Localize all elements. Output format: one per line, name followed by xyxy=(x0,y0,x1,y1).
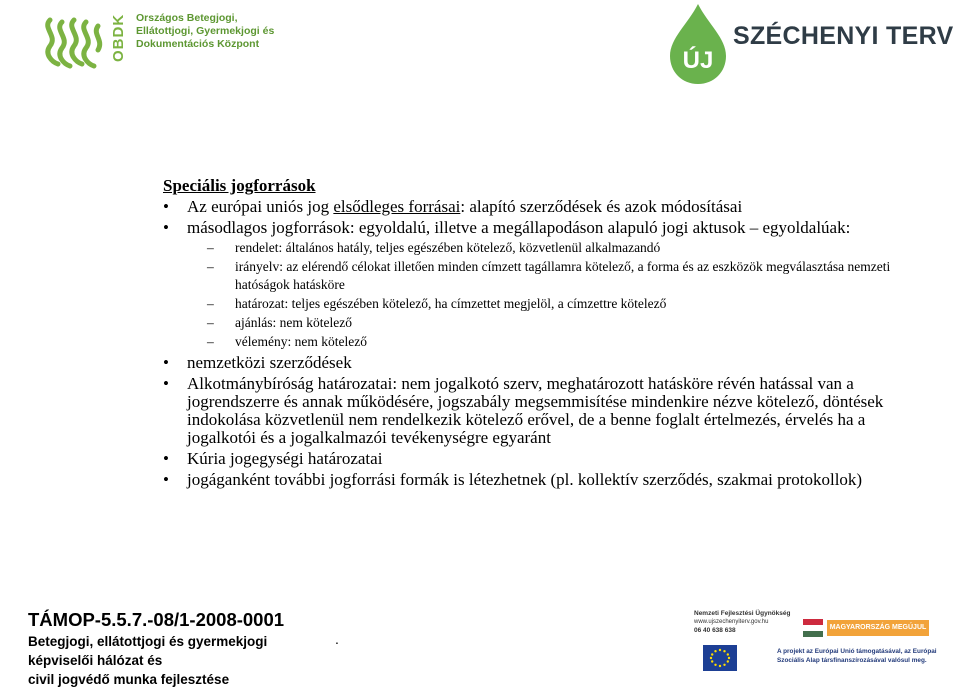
footer-project xyxy=(28,608,284,689)
list-item-secondary xyxy=(163,219,923,351)
footer-dot: . xyxy=(335,631,339,647)
eu-support-text xyxy=(777,647,937,665)
nfu-agency: Nemzeti Fejlesztési Ügynökség xyxy=(694,610,791,617)
obdk-line-2: Ellátottjogi, Gyermekjogi és xyxy=(136,25,275,37)
uj-drop-text: ÚJ xyxy=(682,47,714,74)
sub-item-ajanlas: – ajánlás: nem kötelező xyxy=(187,314,923,332)
list-item-international: • nemzetközi szerződések xyxy=(163,354,923,372)
sub-item-rendelet: – rendelet: általános hatály, teljes egészében kötelező, közvetlenül alkalmazandó xyxy=(187,239,923,257)
nfu-url: www.ujszechenyiterv.gov.hu xyxy=(694,619,769,625)
sub-item-hatarozat: – határozat: teljes egészében kötelező, ha címzettet megjelöl, a címzettre kötelező xyxy=(187,295,923,313)
uj-szechenyi-terv-logo xyxy=(666,2,956,88)
hungary-flag-icon xyxy=(803,619,823,637)
uj-logo-text: SZÉCHENYI TERV xyxy=(733,22,954,50)
obdk-logo xyxy=(40,6,275,70)
eu-prefix: Az európai uniós jog xyxy=(187,197,334,216)
project-line-2: képviselői hálózat és xyxy=(28,653,163,668)
list-item-constitutional-court: • Alkotmánybíróság határozatai: nem jogalkotó szerv, meghatározott hatásköre révén hatással van a jogrendszerre és annak működésére, jogszabály megsemmisítése mindenkire nézve kötelező, döntések indokolása közvetlenül nem rendelkezik kötelező erővel, de a benne foglalt értelmezés, érvelés ha a jogalkotói és a jogalkalmazói tevékenységre egyaránt xyxy=(163,375,923,447)
eu-support-line-1: A projekt az Európai Unió támogatásával, az Európai xyxy=(777,648,937,655)
obdk-letters: OBDK xyxy=(110,13,127,63)
eu-flag-icon xyxy=(703,645,737,671)
nfu-info xyxy=(694,609,814,635)
eu-primary-link: elsődleges forrásai xyxy=(333,197,461,216)
list-item-other: • jogáganként további jogforrási formák is létezhetnek (pl. kollektív szerződés, szakmai protokollok) xyxy=(163,471,923,489)
project-line-3: civil jogvédő munka fejlesztése xyxy=(28,672,230,687)
obdk-line-1: Országos Betegjogi, xyxy=(136,12,238,24)
eu-funding-banner xyxy=(683,605,937,689)
magyarorszag-megujul-banner: MAGYARORSZÁG MEGÚJUL xyxy=(827,620,929,636)
secondary-text: másodlagos jogforrások: egyoldalú, illetve a megállapodáson alapuló jogi aktusok – egyoldalúak: xyxy=(187,218,851,237)
nfu-phone: 06 40 638 638 xyxy=(694,627,736,634)
source-list xyxy=(163,198,923,489)
project-code: TÁMOP-5.5.7.-08/1-2008-0001 xyxy=(28,609,285,630)
obdk-line-3: Dokumentációs Központ xyxy=(136,38,260,50)
obdk-name xyxy=(136,12,296,51)
project-line-1: Betegjogi, ellátottjogi és gyermekjogi xyxy=(28,634,268,649)
list-item-eu-primary xyxy=(163,198,923,216)
sub-item-velemeny: – vélemény: nem kötelező xyxy=(187,333,923,351)
list-item-kuria: • Kúria jogegységi határozatai xyxy=(163,450,923,468)
eu-support-line-2: Szociális Alap társfinanszírozásával valósul meg. xyxy=(777,657,927,664)
sub-item-iranyelv: – irányelv: az elérendő célokat illetően minden címzett tagállamra kötelező, a forma és az eszközök megválasztása nemzeti hatóságok hatásköre xyxy=(187,258,923,294)
page-title: Speciális jogforrások xyxy=(163,176,316,195)
secondary-sublist xyxy=(187,239,923,351)
obdk-swirl-icon xyxy=(40,10,108,70)
eu-suffix: : alapító szerződések és azok módosításai xyxy=(460,197,743,216)
main-content xyxy=(163,176,923,492)
uj-drop-icon xyxy=(666,2,730,86)
